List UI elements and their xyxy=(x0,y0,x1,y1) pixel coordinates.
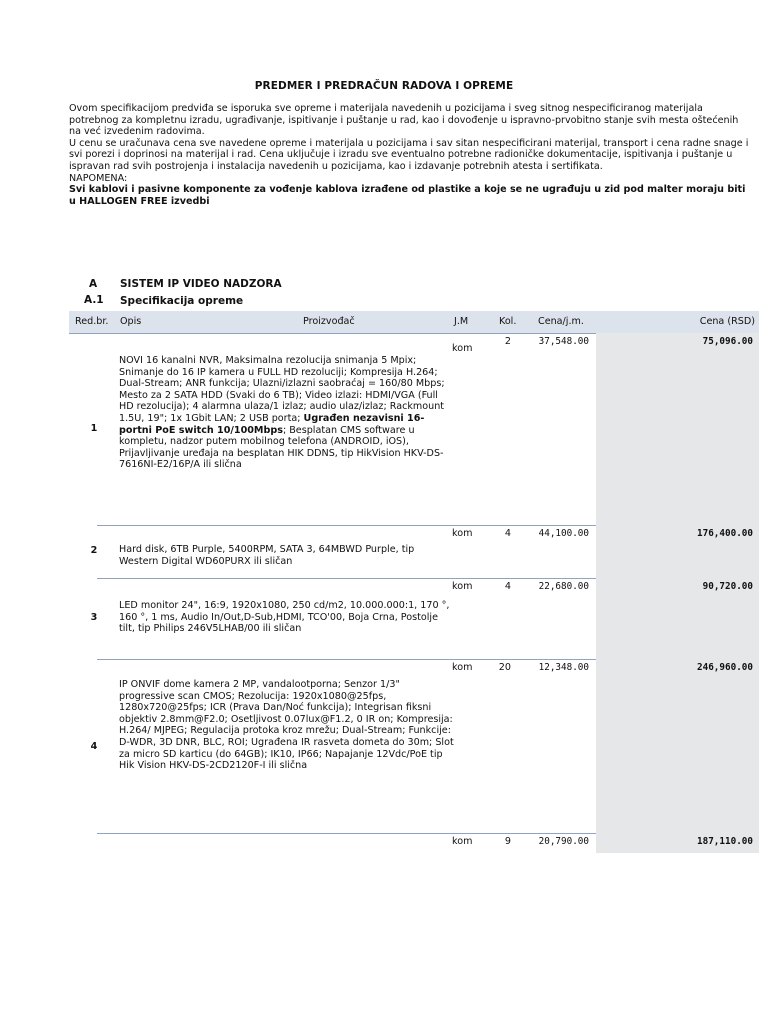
row-number: 3 xyxy=(90,612,98,623)
header-price: Cena/j.m. xyxy=(538,316,584,327)
row-unit: kom xyxy=(452,836,473,847)
row-description: IP ONVIF dome kamera 2 MP, vandalootporna; Senzor 1/3" progressive scan CMOS; Rezolucija: 1920x1080@25fps, 1280x720@25fps; ICR (Prava Dan/Noć funkcija); Integrisan fiksni objektiv 2.8mm@F2.0; Osetljivost 0.07lux@F1.2, 0 IR on; Kompresija: H.264/ MJPEG; Regulacija protoka kroz mrežu; Dual-Stream; Funkcije: D-WDR, 3D DNR, BLC, ROI; Ugrađena IR rasveta dometa do 30m; Slot za micro SD karticu (do 64GB); IK10, IP66; Napajanje 12Vdc/PoE tip Hik Vision HKV-DS-2CD2120F-I ili slična xyxy=(119,679,454,772)
row-unit: kom xyxy=(452,528,473,539)
row-description xyxy=(119,355,454,471)
row-total-cell xyxy=(596,833,759,853)
row-number: 4 xyxy=(90,741,98,752)
subsection-title: Specifikacija opreme xyxy=(120,295,244,307)
header-unit: J.M xyxy=(454,316,469,327)
section-letter: A xyxy=(89,278,98,290)
row-description-bold: Ugrađen nezavisni 16-portni PoE switch 10/100Mbps xyxy=(119,412,425,436)
intro-paragraph-2: U cenu se uračunava cena sve navedene opreme i materijala u pozicijama i sav sitan nespecificirani materijal, transport i cena radne snage i svi porezi i doprinosi na materijal i rad. Cena uključuje i izradu sve eventualno potrebne radioničke dokumentacije, ispitivanja i puštanje u ispravan rad svih postrojenja i instalacija navedenih u pozicijama, kao i izdavanje potrebnih atesta i sertifikata. xyxy=(69,137,749,172)
row-price: 44,100.00 xyxy=(538,528,589,539)
row-number: 1 xyxy=(90,423,98,434)
row-description: LED monitor 24", 16:9, 1920x1080, 250 cd/m2, 10.000.000:1, 170 °, 160 °, 1 ms, Audio In/Out,D-Sub,HDMI, TCO'00, Boja Crna, Postolje tilt, tip Philips 246V5LHAB/00 ili sličan xyxy=(119,600,450,635)
subsection-number: A.1 xyxy=(84,294,104,306)
row-total-cell xyxy=(596,659,759,833)
row-unit: kom xyxy=(452,581,473,592)
note-text: Svi kablovi i pasivne komponente za vođenje kablova izrađene od plastike a koje se ne ugrađuju u zid pod malter moraju biti u HALLOGEN FREE izvedbi xyxy=(69,184,746,207)
header-total: Cena (RSD) xyxy=(699,316,755,327)
note-label: NAPOMENA: xyxy=(69,172,128,184)
header-maker: Proizvođač xyxy=(303,316,355,327)
row-unit: kom xyxy=(452,662,473,673)
header-desc: Opis xyxy=(120,316,142,327)
row-price: 37,548.00 xyxy=(538,336,589,347)
row-number: 2 xyxy=(90,545,98,556)
row-qty: 4 xyxy=(504,528,511,539)
table-row xyxy=(69,659,759,833)
table-row xyxy=(69,833,759,853)
table-row xyxy=(69,578,759,659)
page-title: PREDMER I PREDRAČUN RADOVA I OPREME xyxy=(254,80,514,92)
row-qty: 20 xyxy=(498,662,511,673)
row-qty: 2 xyxy=(504,336,511,347)
row-total-cell xyxy=(596,525,759,578)
row-total-cell xyxy=(596,333,759,525)
row-total: 246,960.00 xyxy=(697,662,753,673)
table-row xyxy=(69,333,759,525)
intro-text xyxy=(69,103,749,207)
row-qty: 9 xyxy=(504,836,511,847)
row-description-part: ; Besplatan CMS software u kompletu, nadzor putem mobilnog telefona (ANDROID, iOS), Prijavljivanje uređaja na besplatan HIK DDNS, tip HikVision HKV-DS-7616NI-E2/16P/A ili slična xyxy=(119,424,444,471)
row-price: 22,680.00 xyxy=(538,581,589,592)
header-qty: Kol. xyxy=(499,316,517,327)
row-total: 75,096.00 xyxy=(702,336,753,347)
row-description: Hard disk, 6TB Purple, 5400RPM, SATA 3, 64MBWD Purple, tip Western Digital WD60PURX ili sličan xyxy=(119,544,415,567)
row-total: 176,400.00 xyxy=(697,528,753,539)
header-no: Red.br. xyxy=(75,316,109,327)
row-total-cell xyxy=(596,578,759,659)
row-description-part: NOVI 16 kanalni NVR, Maksimalna rezolucija snimanja 5 Mpix; Snimanje do 16 IP kamera u FULL HD rezoluciji; Kompresija H.264; Dual-Stream; ANR funkcija; Ulazni/izlazni saobraćaj = 160/80 Mbps; Mesto za 2 SATA HDD (Svaki do 6 TB); Video izlazi: HDMI/VGA (Full HD rezolucija); 4 alarmna ulaza/1 izlaz; audio ulaz/izlaz; Rackmount 1.5U, 19"; 1x 1Gbit LAN; 2 USB porta; xyxy=(119,355,445,424)
table-row xyxy=(69,525,759,578)
row-total: 187,110.00 xyxy=(697,836,753,847)
table-header xyxy=(69,311,759,334)
row-price: 20,790.00 xyxy=(538,836,589,847)
row-price: 12,348.00 xyxy=(538,662,589,673)
row-qty: 4 xyxy=(504,581,511,592)
row-total: 90,720.00 xyxy=(702,581,753,592)
intro-paragraph-1: Ovom specifikacijom predviđa se isporuka sve opreme i materijala navedenih u pozicijama i sveg sitnog nespecificiranog materijala potrebnog za kompletnu izradu, ugrađivanje, ispitivanje i puštanje u rad, kao i dovođenje u ispravno-prvobitno stanje svih mesta oštećenih na već izvedenim radovima. xyxy=(69,103,739,138)
section-title: SISTEM IP VIDEO NADZORA xyxy=(120,278,282,290)
row-unit: kom xyxy=(452,343,473,354)
